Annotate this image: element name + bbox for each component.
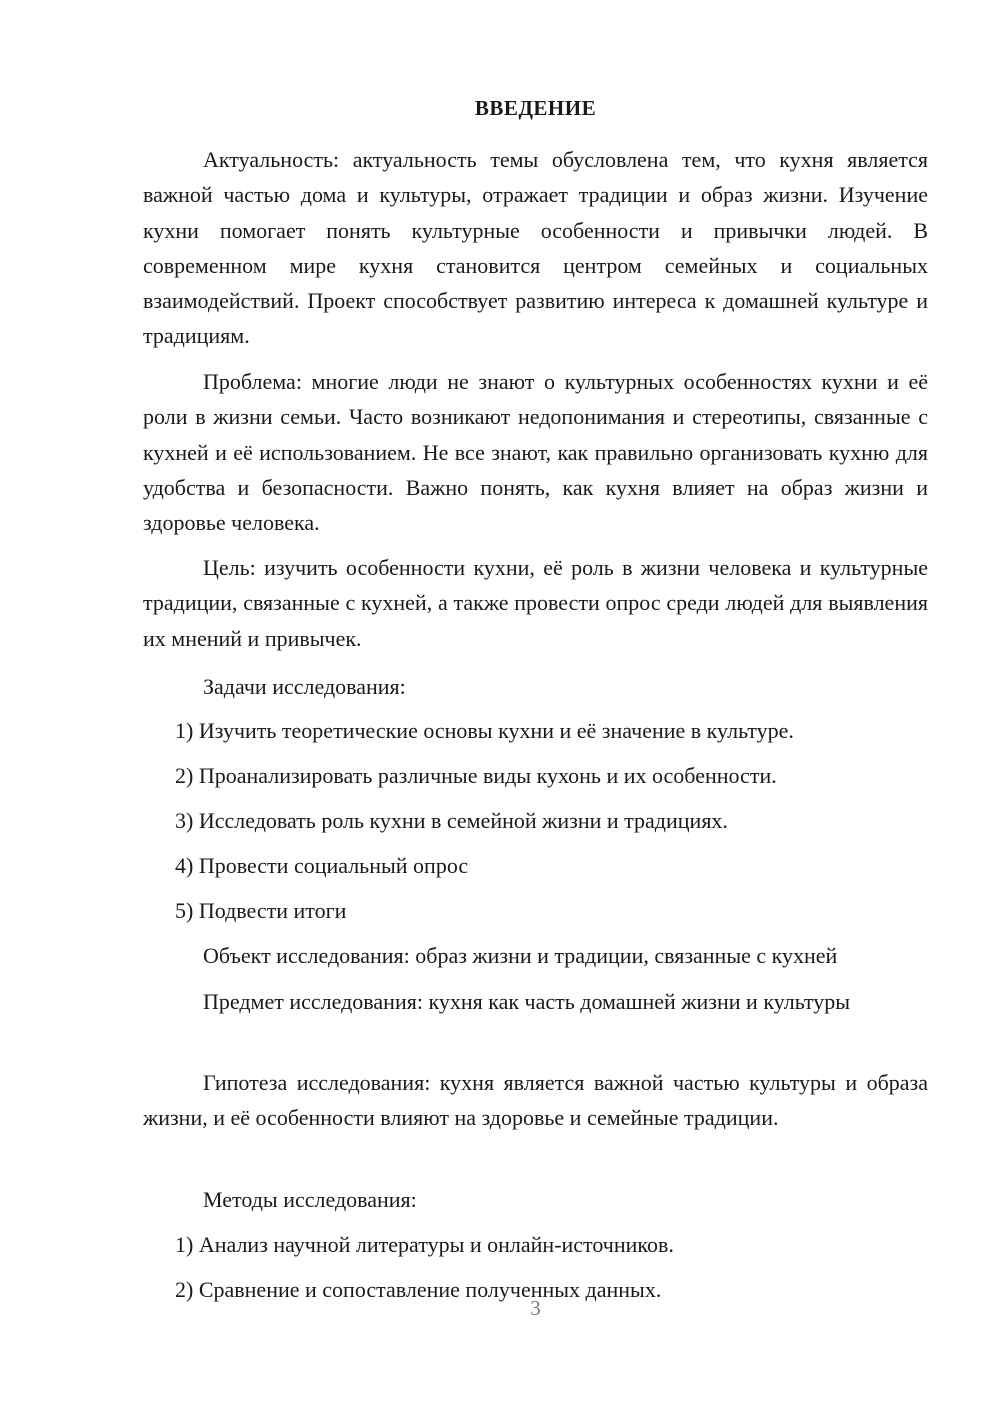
object-paragraph: Объект исследования: образ жизни и традиции, связанные с кухней bbox=[203, 943, 838, 968]
task-item: 2) Проанализировать различные виды кухонь и их особенности. bbox=[175, 763, 777, 788]
subject-paragraph: Предмет исследования: кухня как часть домашней жизни и культуры bbox=[203, 989, 851, 1014]
hypothesis-paragraph: Гипотеза исследования: кухня является важной частью культуры и образа жизни, и её особенности влияют на здоровье и семейные традиции. bbox=[143, 1070, 928, 1131]
task-item: 1) Изучить теоретические основы кухни и её значение в культуре. bbox=[175, 718, 794, 743]
page-number: 3 bbox=[530, 1296, 541, 1320]
tasks-heading: Задачи исследования: bbox=[203, 674, 406, 699]
task-item: 5) Подвести итоги bbox=[175, 898, 347, 923]
methods-heading: Методы исследования: bbox=[203, 1187, 417, 1212]
task-item: 4) Провести социальный опрос bbox=[175, 853, 469, 878]
page-title: ВВЕДЕНИЕ bbox=[474, 96, 597, 120]
goal-paragraph: Цель: изучить особенности кухни, её роль в жизни человека и культурные традиции, связанные с кухней, а также провести опрос среди людей для выявления их мнений и привычек. bbox=[143, 555, 928, 651]
method-item: 2) Сравнение и сопоставление полученных данных. bbox=[175, 1277, 662, 1302]
task-item: 3) Исследовать роль кухни в семейной жизни и традициях. bbox=[175, 808, 728, 833]
relevance-paragraph: Актуальность: актуальность темы обусловлена тем, что кухня является важной частью дома и культуры, отражает традиции и образ жизни. Изучение кухни помогает понять культурные особенности и привычки людей. В современном мире кухня становится центром семейных и социальных взаимодействий. Проект способствует развитию интереса к домашней культуре и традициям. bbox=[143, 147, 928, 349]
method-item: 1) Анализ научной литературы и онлайн-источников. bbox=[175, 1232, 674, 1257]
problem-paragraph: Проблема: многие люди не знают о культурных особенностях кухни и её роли в жизни семьи. Часто возникают недопонимания и стереотипы, связанные с кухней и её использованием. Не все знают, как правильно организовать кухню для удобства и безопасности. Важно понять, как кухня влияет на образ жизни и здоровье человека. bbox=[143, 369, 928, 536]
